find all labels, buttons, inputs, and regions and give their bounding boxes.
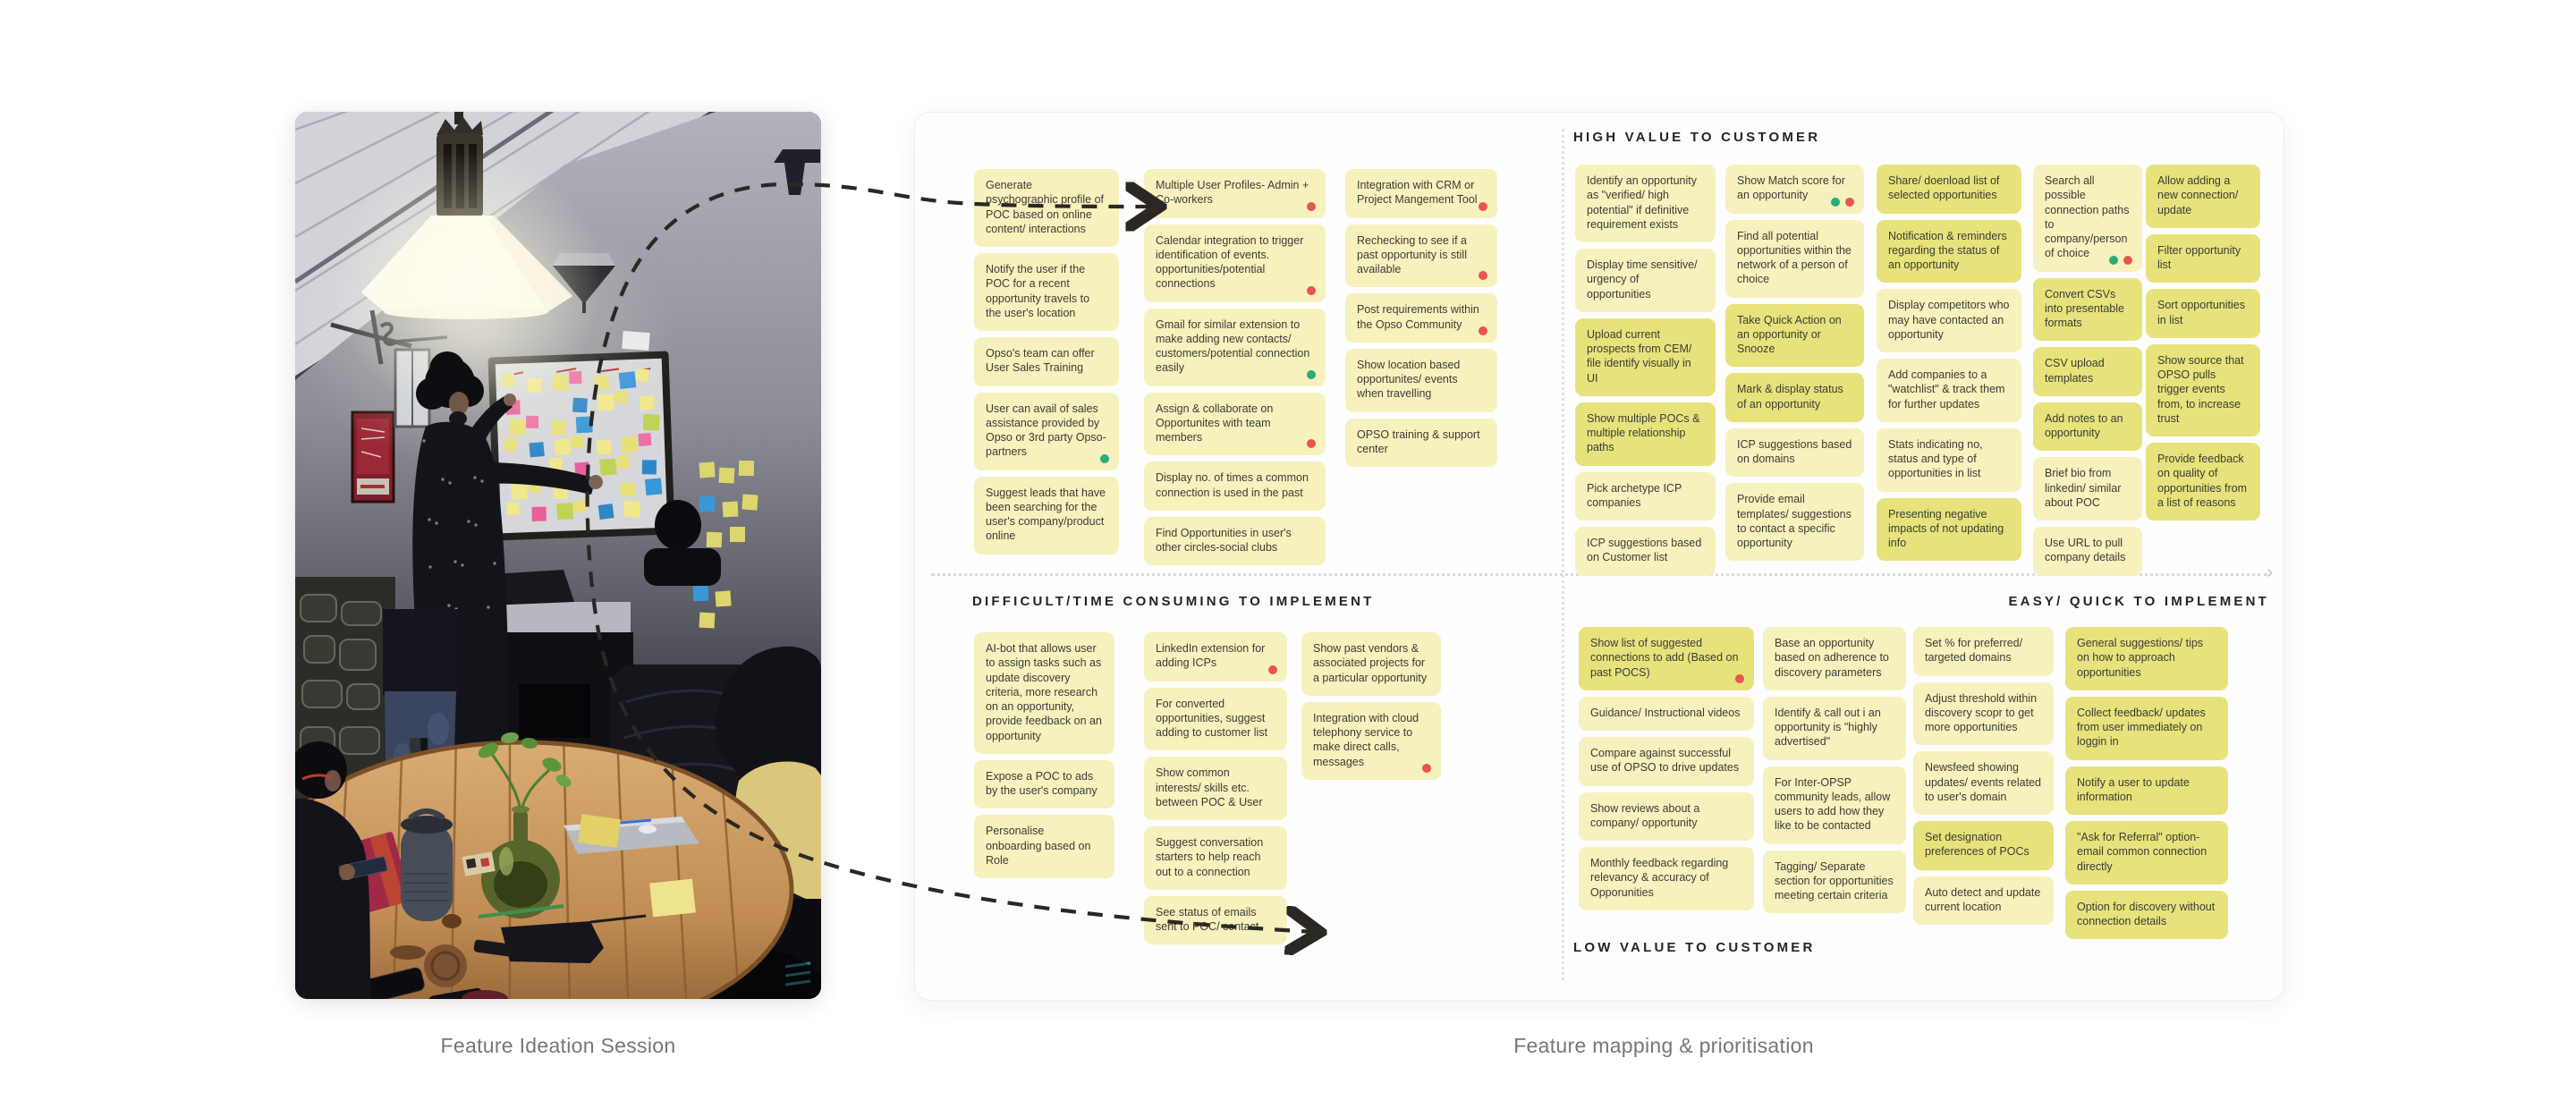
sticky-note xyxy=(1144,896,1287,945)
note-column xyxy=(1877,165,2021,561)
note-column xyxy=(2146,165,2260,521)
sticky-note-text: Identify an opportunity as "verified/ high potential" if definitive requirement exists xyxy=(1587,174,1697,231)
note-column xyxy=(974,169,1119,554)
sticky-note xyxy=(974,169,1119,247)
sticky-note-text: Newsfeed showing updates/ events related to user's domain xyxy=(1925,761,2041,803)
sticky-note-text: Compare against successful use of OPSO to drive updates xyxy=(1590,747,1740,775)
sticky-note-text: ICP suggestions based on Customer list xyxy=(1587,537,1702,564)
sticky-note-text: Integration with CRM or Project Mangement Tool xyxy=(1357,179,1478,207)
sticky-note xyxy=(1725,373,1864,422)
coaster xyxy=(424,944,467,987)
priority-dot-red-icon xyxy=(1735,674,1744,683)
sticky-note xyxy=(1301,702,1441,780)
priority-dot-red-icon xyxy=(1479,202,1487,211)
sticky-note-text: Expose a POC to ads by the user's company xyxy=(986,769,1097,797)
sticky-note-text: Calendar integration to trigger identification of events. opportunities/potential connections xyxy=(1156,233,1304,291)
sticky-note xyxy=(1877,359,2021,422)
sticky-note xyxy=(974,337,1119,386)
sticky-note-text: Show location based opportunites/ events when travelling xyxy=(1357,358,1461,401)
sticky-note xyxy=(1763,766,1906,844)
priority-dots xyxy=(1479,271,1487,280)
note-column xyxy=(1144,632,1287,944)
sticky-note-text: For Inter-OPSP community leads, allow users to add how they like to be contacted xyxy=(1775,775,1891,833)
sticky-note xyxy=(1345,349,1497,412)
axis-label-low-value: LOW VALUE TO CUSTOMER xyxy=(1573,940,1816,955)
priority-dots xyxy=(2109,256,2132,265)
sticky-note-text: ICP suggestions based on domains xyxy=(1737,437,1852,465)
priority-dot-green-icon xyxy=(1100,454,1109,463)
sticky-note xyxy=(1579,737,1754,786)
sticky-note-text: Integration with cloud telephony service to make direct calls, messages xyxy=(1313,711,1419,768)
sticky-note-text: Collect feedback/ updates from user immediately on loggin in xyxy=(2077,706,2206,749)
priority-dots xyxy=(1268,665,1277,674)
sticky-note-text: Presenting negative impacts of not updating info xyxy=(1888,507,2004,549)
sticky-note xyxy=(1144,461,1326,511)
axis-label-difficult: DIFFICULT/TIME CONSUMING TO IMPLEMENT xyxy=(972,594,1375,609)
sticky-note-text: Set % for preferred/ targeted domains xyxy=(1925,637,2023,665)
sticky-note xyxy=(1913,682,2054,746)
sticky-note xyxy=(1725,483,1864,561)
priority-dots xyxy=(1307,439,1316,448)
priority-dot-red-icon xyxy=(1845,198,1854,207)
sticky-note xyxy=(1144,632,1287,681)
ideation-photo xyxy=(295,112,821,999)
sticky-note xyxy=(1144,688,1287,751)
photo-caption: Feature Ideation Session xyxy=(440,1034,676,1057)
axis-arrow-icon: › xyxy=(2267,563,2273,582)
sticky-note xyxy=(1144,224,1326,302)
sticky-note xyxy=(1144,169,1326,218)
sticky-note xyxy=(1725,428,1864,478)
sticky-note-text: General suggestions/ tips on how to approach opportunities xyxy=(2077,637,2204,679)
sticky-note xyxy=(2033,347,2142,396)
sticky-note xyxy=(974,632,1114,754)
sticky-note xyxy=(1144,309,1326,386)
sticky-note xyxy=(1345,419,1497,468)
sticky-note xyxy=(2065,821,2228,885)
note-column xyxy=(1579,627,1754,910)
sticky-note xyxy=(1877,220,2021,284)
priority-dot-red-icon xyxy=(1422,764,1431,773)
sticky-note-text: Take Quick Action on an opportunity or Snooze xyxy=(1737,313,1842,355)
sticky-note-text: Multiple User Profiles- Admin + Co-workers xyxy=(1156,179,1309,207)
sticky-note xyxy=(2146,165,2260,228)
sticky-note-text: For converted opportunities, suggest adding to customer list xyxy=(1156,697,1268,739)
sticky-note-text: Opso's team can offer User Sales Training xyxy=(986,347,1095,375)
sticky-note xyxy=(1725,304,1864,368)
sticky-note-text: Generate psychographic profile of POC based on online content/ interactions xyxy=(986,179,1105,235)
sticky-note xyxy=(974,253,1119,331)
sticky-note xyxy=(2065,891,2228,940)
speaker xyxy=(401,811,453,921)
sticky-note xyxy=(1725,220,1864,298)
sticky-note-text: See status of emails sent to POC/ contact xyxy=(1156,905,1259,933)
vertical-axis-line xyxy=(1562,129,1564,980)
sticky-note-text: Share/ doenload list of selected opportunities xyxy=(1888,174,2000,202)
sticky-note xyxy=(1877,289,2021,352)
sticky-note xyxy=(1913,876,2054,926)
sticky-note-text: "Ask for Referral" option- email common connection directly xyxy=(2077,831,2207,873)
sticky-note xyxy=(1763,851,1906,914)
note-column xyxy=(974,632,1114,878)
sticky-note-text: Filter opportunity list xyxy=(2157,243,2241,271)
sticky-note xyxy=(1345,293,1497,343)
sticky-note-text: Show multiple POCs & multiple relationship paths xyxy=(1587,411,1700,454)
sticky-note xyxy=(1575,527,1716,576)
note-column xyxy=(2033,165,2142,576)
sticky-note xyxy=(1301,632,1441,696)
sticky-note-text: Option for discovery without connection details xyxy=(2077,900,2216,927)
sticky-note xyxy=(1913,751,2054,815)
sticky-note xyxy=(1913,627,2054,676)
sticky-note xyxy=(2146,344,2260,436)
ideation-photo-art xyxy=(295,112,821,999)
sticky-note-text: Adjust threshold within discovery scopr to get more opportunities xyxy=(1925,691,2038,733)
sticky-note-text: Find Opportunities in user's other circles-social clubs xyxy=(1156,526,1292,554)
sticky-note-text: Tagging/ Separate section for opportunities meeting certain criteria xyxy=(1775,859,1894,902)
priority-dot-red-icon xyxy=(1307,286,1316,295)
priority-dot-red-icon xyxy=(1268,665,1277,674)
priority-dot-red-icon xyxy=(1479,326,1487,335)
sticky-note-text: Find all potential opportunities within the network of a person of choice xyxy=(1737,229,1852,286)
sticky-note xyxy=(1345,224,1497,288)
sticky-note-text: Pick archetype ICP companies xyxy=(1587,481,1682,509)
sticky-note xyxy=(1144,826,1287,890)
priority-dots xyxy=(1831,198,1854,207)
sticky-note-text: Provide feedback on quality of opportunities from a list of reasons xyxy=(2157,453,2248,509)
sticky-note xyxy=(1725,165,1864,214)
note-column xyxy=(1301,632,1441,780)
sticky-note-text: Identify & call out i an opportunity is "highly advertised" xyxy=(1775,706,1881,749)
board-caption: Feature mapping & prioritisation xyxy=(1513,1034,1814,1057)
sticky-note-text: OPSO training & support center xyxy=(1357,428,1480,455)
note-column xyxy=(2065,627,2228,939)
sticky-note-text: Suggest conversation starters to help reach out to a connection xyxy=(1156,836,1264,878)
priority-dots xyxy=(1422,764,1431,773)
sticky-note-text: AI-bot that allows user to assign tasks such as update discovery criteria, more research on an opportunity, provide feedback on an opportunity xyxy=(986,642,1102,742)
sticky-note-text: LinkedIn extension for adding ICPs xyxy=(1156,642,1266,670)
sticky-note-text: Brief bio from linkedin/ similar about POC xyxy=(2045,467,2122,509)
note-column xyxy=(1913,627,2054,925)
coaster-2 xyxy=(390,945,426,960)
sticky-note-text: Show reviews about a company/ opportunity xyxy=(1590,801,1700,829)
sticky-pad-2 xyxy=(649,879,696,918)
sticky-note xyxy=(1575,472,1716,521)
priority-dot-green-icon xyxy=(2109,256,2118,265)
sticky-note-text: Notify the user if the POC for a recent opportunity travels to the user's location xyxy=(986,263,1090,319)
sticky-note xyxy=(2033,402,2142,452)
sticky-note-text: Provide email templates/ suggestions to contact a specific opportunity xyxy=(1737,493,1852,549)
sticky-note-text: Notify a user to update information xyxy=(2077,775,2190,803)
sticky-note xyxy=(1575,402,1716,466)
sticky-note-text: Guidance/ Instructional videos xyxy=(1590,706,1741,719)
sticky-note xyxy=(1579,627,1754,690)
priority-dots xyxy=(1479,326,1487,335)
note-column xyxy=(1144,169,1326,565)
note-column xyxy=(1763,627,1906,913)
sticky-note-text: Search all possible connection paths to company/person of choice xyxy=(2045,174,2130,260)
priority-dot-green-icon xyxy=(1307,370,1316,379)
sticky-note xyxy=(974,393,1119,470)
sticky-note xyxy=(1144,393,1326,456)
sticky-note-text: Display no. of times a common connection is used in the past xyxy=(1156,471,1309,499)
sticky-note-text: Personalise onboarding based on Role xyxy=(986,825,1091,867)
note-column xyxy=(1725,165,1864,561)
sticky-note xyxy=(2033,165,2142,272)
sticky-note-text: Auto detect and update current location xyxy=(1925,885,2041,913)
sticky-note-text: Show common interests/ skills etc. between POC & User xyxy=(1156,766,1263,808)
sticky-note-text: Mark & display status of an opportunity xyxy=(1737,383,1843,411)
sticky-note xyxy=(1763,627,1906,690)
priority-dots xyxy=(1735,674,1744,683)
sticky-note-text: Rechecking to see if a past opportunity is still available xyxy=(1357,233,1467,275)
sticky-note xyxy=(974,477,1119,554)
priority-dots xyxy=(1307,286,1316,295)
priority-dot-red-icon xyxy=(1307,202,1316,211)
sticky-note-text: Upload current prospects from CEM/ file identify visually in UI xyxy=(1587,327,1692,385)
sticky-note xyxy=(1345,169,1497,218)
sticky-note-text: Show Match score for an opportunity xyxy=(1737,174,1845,202)
sticky-note xyxy=(2146,234,2260,284)
sticky-note xyxy=(1144,517,1326,566)
sticky-note xyxy=(1575,318,1716,396)
sticky-note xyxy=(974,815,1114,878)
note-column xyxy=(1345,169,1497,467)
sticky-note-text: Use URL to pull company details xyxy=(2045,537,2126,564)
priority-dot-red-icon xyxy=(2123,256,2132,265)
sticky-note xyxy=(2065,627,2228,690)
sticky-note-text: Display competitors who may have contacted an opportunity xyxy=(1888,299,2010,341)
priority-dot-red-icon xyxy=(1479,271,1487,280)
sticky-note xyxy=(1877,165,2021,214)
priority-dot-green-icon xyxy=(1831,198,1840,207)
sticky-note xyxy=(2146,289,2260,338)
sticky-note xyxy=(1913,821,2054,870)
sticky-note-text: Assign & collaborate on Opportunites with team members xyxy=(1156,402,1274,444)
sticky-note xyxy=(1877,428,2021,492)
sticky-note-text: Base an opportunity based on adherence to discovery parameters xyxy=(1775,637,1889,679)
sticky-note xyxy=(1579,697,1754,731)
sticky-note xyxy=(2065,766,2228,816)
sticky-note-text: Sort opportunities in list xyxy=(2157,299,2245,326)
sticky-note xyxy=(2033,278,2142,342)
sticky-note-text: Monthly feedback regarding relevancy & accuracy of Opporunities xyxy=(1590,857,1729,899)
sticky-note xyxy=(2146,443,2260,521)
sticky-note-text: Display time sensitive/ urgency of opportunities xyxy=(1587,258,1698,301)
sticky-note xyxy=(2033,527,2142,576)
note-column xyxy=(1575,165,1716,576)
sticky-note-text: Suggest leads that have been searching for the user's company/product online xyxy=(986,486,1106,543)
sticky-note-text: Gmail for similar extension to make adding new contacts/ customers/potential connection easily xyxy=(1156,317,1310,375)
sticky-note xyxy=(1763,697,1906,760)
priority-dot-red-icon xyxy=(1307,439,1316,448)
sticky-note-text: Convert CSVs into presentable formats xyxy=(2045,287,2124,329)
sticky-note-text: Post requirements within the Opso Community xyxy=(1357,303,1479,331)
sticky-note xyxy=(2033,457,2142,521)
sticky-note xyxy=(974,760,1114,809)
sticky-note-text: Allow adding a new connection/ update xyxy=(2157,174,2239,216)
sticky-note-text: Stats indicating no, status and type of opportunities in list xyxy=(1888,437,1983,480)
sticky-note-text: Add notes to an opportunity xyxy=(2045,411,2123,439)
sticky-note-text: Notification & reminders regarding the status of an opportunity xyxy=(1888,229,2007,271)
sticky-note xyxy=(1575,165,1716,242)
priority-matrix-board xyxy=(914,112,2284,1001)
sticky-note-text: Show past vendors & associated projects for a particular opportunity xyxy=(1313,642,1428,684)
sticky-note xyxy=(1877,498,2021,562)
sticky-pad-1 xyxy=(578,814,621,848)
axis-label-easy: EASY/ QUICK TO IMPLEMENT xyxy=(2008,594,2269,609)
sticky-note xyxy=(1144,757,1287,820)
sticky-note-text: Set designation preferences of POCs xyxy=(1925,831,2029,859)
priority-dots xyxy=(1100,454,1109,463)
sticky-note-text: Show source that OPSO pulls trigger events from, to increase trust xyxy=(2157,353,2244,425)
sticky-note xyxy=(1579,847,1754,910)
sticky-note xyxy=(1579,792,1754,842)
axis-label-high-value: HIGH VALUE TO CUSTOMER xyxy=(1573,130,1821,145)
priority-dots xyxy=(1479,202,1487,211)
sticky-note xyxy=(1575,249,1716,312)
sticky-note-text: Add companies to a "watchlist" & track them for further updates xyxy=(1888,368,2005,411)
sticky-note-text: Show list of suggested connections to add (Based on past POCS) xyxy=(1590,637,1739,679)
priority-dots xyxy=(1307,370,1316,379)
sticky-note-text: User can avail of sales assistance provided by Opso or 3rd party Opso-partners xyxy=(986,402,1106,459)
sticky-note xyxy=(2065,697,2228,760)
priority-dots xyxy=(1307,202,1316,211)
sticky-note-text: CSV upload templates xyxy=(2045,357,2105,385)
